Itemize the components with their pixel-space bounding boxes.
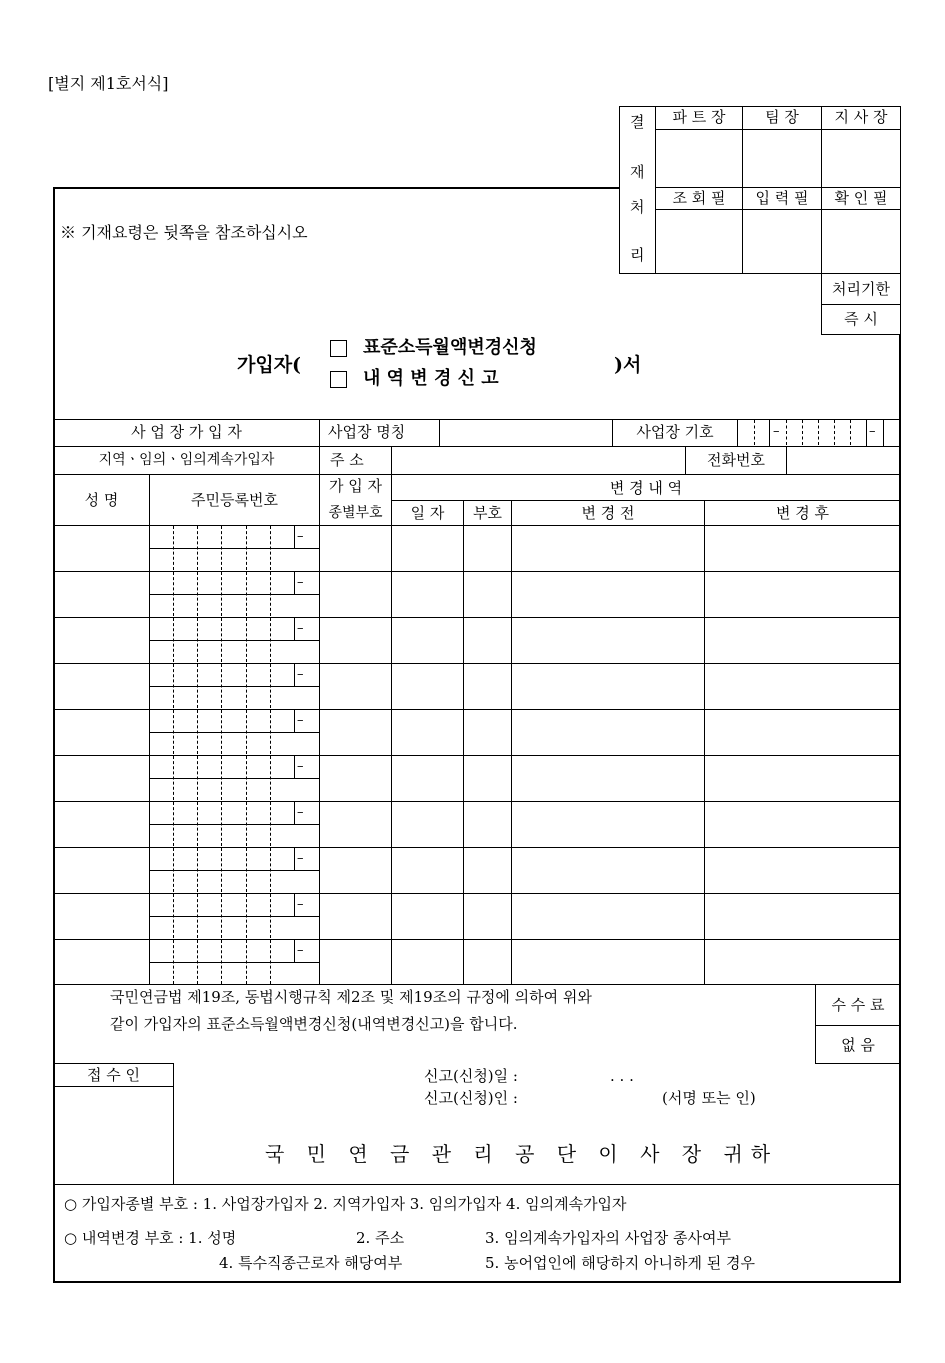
before-cell[interactable] — [512, 756, 703, 800]
name-cell[interactable] — [55, 572, 148, 616]
workplace-member-label: 사 업 장 가 입 자 — [131, 423, 242, 441]
before-cell[interactable] — [512, 710, 703, 754]
checkbox-income-change[interactable] — [330, 340, 347, 357]
code-cell[interactable] — [464, 710, 510, 754]
member-type-cell[interactable] — [320, 894, 390, 938]
title-prefix: 가입자( — [237, 354, 302, 376]
before-cell[interactable] — [512, 802, 703, 846]
approval-confirm: 확 인 필 — [834, 189, 888, 207]
after-cell[interactable] — [705, 940, 898, 984]
approval-side-1: 결 — [630, 113, 645, 131]
code-cell[interactable] — [464, 848, 510, 892]
fee-value: 없 음 — [841, 1036, 875, 1054]
approval-input: 입 력 필 — [755, 189, 809, 207]
date-cell[interactable] — [392, 710, 462, 754]
resident-number-cell[interactable] — [150, 710, 318, 754]
date-cell[interactable] — [392, 526, 462, 570]
name-cell[interactable] — [55, 618, 148, 662]
legend-change-type-2: 2. 주소 — [356, 1229, 405, 1247]
col-after: 변 경 후 — [775, 504, 829, 522]
col-date: 일 자 — [410, 504, 445, 522]
approval-inquiry: 조 회 필 — [672, 189, 726, 207]
resident-number-dash: – — [297, 713, 304, 728]
resident-number-cell[interactable] — [150, 756, 318, 800]
receiver-label: 접 수 인 — [86, 1066, 140, 1084]
name-cell[interactable] — [55, 710, 148, 754]
reporter-field[interactable] — [545, 1088, 655, 1108]
approval-part-leader: 파 트 장 — [672, 108, 726, 126]
member-type-cell[interactable] — [320, 664, 390, 708]
deadline-value: 즉 시 — [844, 310, 878, 328]
address-field[interactable] — [392, 447, 684, 473]
resident-number-cell[interactable] — [150, 848, 318, 892]
regional-member-label: 지역ㆍ임의ㆍ임의계속가입자 — [98, 452, 275, 468]
date-cell[interactable] — [392, 756, 462, 800]
legend-change-type-4: 4. 특수직종근로자 해당여부 — [219, 1254, 403, 1272]
reporter-label: 신고(신청)인 : — [424, 1089, 518, 1107]
report-date-dots: . . . — [610, 1067, 634, 1085]
resident-number-cell[interactable] — [150, 526, 318, 570]
statement-line-2: 같이 가입자의 표준소득월액변경신청(내역변경신고)을 합니다. — [110, 1015, 518, 1033]
resident-number-dash: – — [297, 575, 304, 590]
phone-field[interactable] — [787, 447, 899, 473]
legend-change-type-3: 3. 임의계속가입자의 사업장 종사여부 — [485, 1229, 731, 1247]
phone-label: 전화번호 — [707, 451, 765, 469]
code-cell[interactable] — [464, 526, 510, 570]
code-cell[interactable] — [464, 572, 510, 616]
resident-number-dash: – — [297, 759, 304, 774]
code-cell[interactable] — [464, 756, 510, 800]
name-cell[interactable] — [55, 940, 148, 984]
legend-member-type: ○ 가입자종별 부호 : 1. 사업장가입자 2. 지역가입자 3. 임의가입자 4. 임의계속가입자 — [64, 1195, 627, 1213]
date-cell[interactable] — [392, 572, 462, 616]
resident-number-dash: – — [297, 621, 304, 636]
code-cell[interactable] — [464, 664, 510, 708]
instruction-note: ※ 기재요령은 뒷쪽을 참조하십시오 — [60, 223, 308, 242]
date-cell[interactable] — [392, 664, 462, 708]
resident-number-dash: – — [297, 805, 304, 820]
before-cell[interactable] — [512, 848, 703, 892]
workplace-code-label: 사업장 기호 — [636, 423, 714, 441]
resident-number-cell[interactable] — [150, 664, 318, 708]
member-type-cell[interactable] — [320, 710, 390, 754]
approval-branch-head: 지 사 장 — [834, 108, 888, 126]
col-code: 부호 — [473, 504, 502, 522]
before-cell[interactable] — [512, 894, 703, 938]
member-type-cell[interactable] — [320, 572, 390, 616]
legend-change-type-1: ○ 내역변경 부호 : 1. 성명 — [64, 1229, 237, 1247]
resident-number-cell[interactable] — [150, 802, 318, 846]
deadline-label: 처리기한 — [832, 280, 890, 298]
code-cell[interactable] — [464, 618, 510, 662]
fee-label: 수 수 료 — [831, 996, 885, 1014]
member-type-cell[interactable] — [320, 526, 390, 570]
name-cell[interactable] — [55, 848, 148, 892]
member-type-cell[interactable] — [320, 618, 390, 662]
member-type-cell[interactable] — [320, 802, 390, 846]
workplace-name-label: 사업장 명칭 — [328, 423, 406, 441]
approval-side-2: 재 — [630, 163, 645, 181]
resident-number-dash: – — [297, 943, 304, 958]
report-date-label: 신고(신청)일 : — [424, 1067, 518, 1085]
member-type-cell[interactable] — [320, 848, 390, 892]
after-cell[interactable] — [705, 618, 898, 662]
col-before: 변 경 전 — [581, 504, 635, 522]
form-number: [별지 제1호서식] — [48, 74, 169, 93]
before-cell[interactable] — [512, 664, 703, 708]
before-cell[interactable] — [512, 940, 703, 984]
after-cell[interactable] — [705, 802, 898, 846]
resident-number-cell[interactable] — [150, 572, 318, 616]
name-cell[interactable] — [55, 802, 148, 846]
code-cell[interactable] — [464, 940, 510, 984]
code-cell[interactable] — [464, 894, 510, 938]
resident-number-dash: – — [297, 851, 304, 866]
date-cell[interactable] — [392, 848, 462, 892]
col-member-type-2: 종별부호 — [328, 505, 383, 521]
before-cell[interactable] — [512, 572, 703, 616]
addressee: 국 민 연 금 관 리 공 단 이 사 장 귀하 — [265, 1142, 779, 1166]
workplace-code-dash-1: – — [773, 424, 780, 439]
date-cell[interactable] — [392, 618, 462, 662]
col-resident-number: 주민등록번호 — [191, 491, 278, 509]
date-cell[interactable] — [392, 940, 462, 984]
statement-line-1: 국민연금법 제19조, 동법시행규칙 제2조 및 제19조의 규정에 의하여 위와 — [110, 988, 592, 1006]
title-suffix: )서 — [614, 354, 642, 376]
after-cell[interactable] — [705, 664, 898, 708]
name-cell[interactable] — [55, 756, 148, 800]
workplace-code-dash-2: – — [869, 424, 876, 439]
receiver-stamp-area — [55, 1088, 172, 1182]
resident-number-dash: – — [297, 667, 304, 682]
col-member-type-1: 가 입 자 — [328, 477, 382, 495]
after-cell[interactable] — [705, 572, 898, 616]
legend-change-type-5: 5. 농어업인에 해당하지 아니하게 된 경우 — [485, 1254, 755, 1272]
member-type-cell[interactable] — [320, 940, 390, 984]
title-option-income-change: 표준소득월액변경신청 — [363, 337, 537, 358]
approval-side-3: 처 — [630, 198, 645, 216]
col-change-details: 변 경 내 역 — [609, 479, 683, 497]
name-cell[interactable] — [55, 894, 148, 938]
after-cell[interactable] — [705, 526, 898, 570]
date-cell[interactable] — [392, 894, 462, 938]
checkbox-details-change[interactable] — [330, 371, 347, 388]
code-cell[interactable] — [464, 802, 510, 846]
col-name: 성 명 — [84, 491, 119, 509]
approval-side-4: 리 — [630, 246, 645, 264]
before-cell[interactable] — [512, 618, 703, 662]
after-cell[interactable] — [705, 848, 898, 892]
resident-number-cell[interactable] — [150, 894, 318, 938]
name-cell[interactable] — [55, 664, 148, 708]
after-cell[interactable] — [705, 756, 898, 800]
title-option-details-change: 내 역 변 경 신 고 — [363, 368, 499, 389]
address-label: 주 소 — [330, 451, 364, 469]
after-cell[interactable] — [705, 894, 898, 938]
after-cell[interactable] — [705, 710, 898, 754]
signature-note: (서명 또는 인) — [662, 1089, 756, 1107]
date-cell[interactable] — [392, 802, 462, 846]
name-cell[interactable] — [55, 526, 148, 570]
resident-number-cell[interactable] — [150, 618, 318, 662]
resident-number-dash: – — [297, 897, 304, 912]
before-cell[interactable] — [512, 526, 703, 570]
approval-team-leader: 팀 장 — [765, 108, 799, 126]
resident-number-cell[interactable] — [150, 940, 318, 984]
member-type-cell[interactable] — [320, 756, 390, 800]
resident-number-dash: – — [297, 529, 304, 544]
workplace-name-field[interactable] — [440, 420, 611, 445]
